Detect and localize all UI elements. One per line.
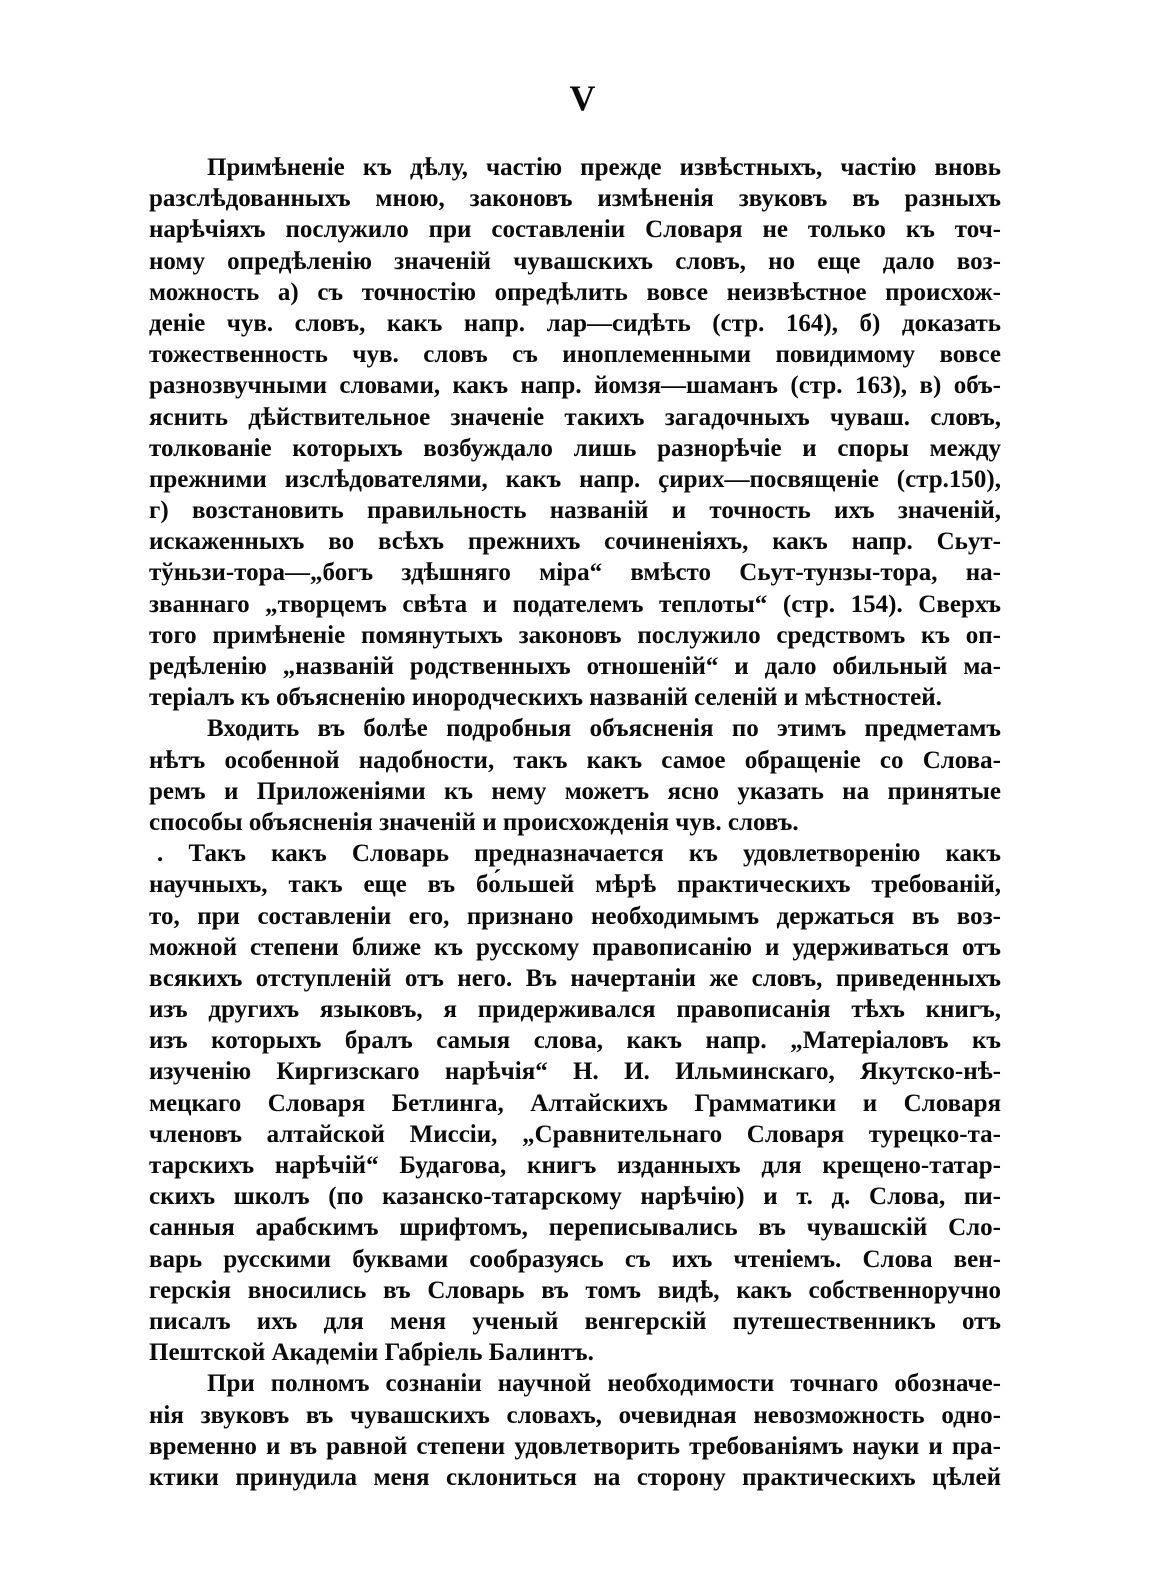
- text-line: того примѣненіе помянутыхъ законовъ послужило средствомъ къ оп-: [149, 621, 1001, 649]
- text-line: санныя арабскимъ шрифтомъ, переписывались въ чувашскій Сло-: [149, 1214, 1001, 1242]
- paragraph-4: [149, 1368, 1001, 1493]
- text-line: ремъ и Приложеніями къ нему можетъ ясно указать на принятые: [149, 777, 1001, 805]
- text-line: то, при составленіи его, признано необходимымъ держаться въ воз-: [149, 902, 1001, 930]
- text-line: герскія вносились въ Словарь въ томъ видѣ, какъ собственноручно: [149, 1276, 1001, 1304]
- text-line: ктики принудила меня склониться на сторону практическихъ цѣлей: [149, 1463, 1001, 1491]
- text-line: членовъ алтайской Миссіи, „Сравнительнаго Словаря турецко-та-: [149, 1120, 1001, 1148]
- text-line: тожественность чув. словъ съ иноплеменными повидимому вовсе: [149, 341, 1001, 369]
- text-line: нѣтъ особенной надобности, такъ какъ самое обращеніе со Слова-: [149, 746, 1001, 774]
- paragraph-3: [149, 838, 1001, 1368]
- text-line: тарскихъ нарѣчій“ Будагова, книгъ изданныхъ для крещено-татар-: [149, 1152, 1001, 1179]
- text-line: прежними изслѣдователями, какъ напр. ҫирих—посвященіе (стр.150),: [149, 465, 1001, 493]
- text-line: изученію Киргизскаго нарѣчія“ Н. И. Ильминскаго, Якутско-нѣ-: [149, 1058, 1001, 1086]
- text-line: редѣленію „названій родственныхъ отношеній“ и дало обильный ма-: [149, 653, 1001, 680]
- text-line: званнаго „творцемъ свѣта и подателемъ теплоты“ (стр. 154). Сверхъ: [149, 590, 1001, 618]
- text-line: Входить въ болѣе подробныя объясненія по этимъ предметамъ: [207, 715, 1001, 743]
- text-line: Примѣненіе къ дѣлу, частію прежде извѣстныхъ, частію вновь: [207, 154, 1001, 181]
- text-line: ному опредѣленію значеній чувашскихъ словъ, но еще дало воз-: [149, 247, 1001, 275]
- text-line: временно и въ равной степени удовлетворить требованіямъ науки и пра-: [149, 1432, 1001, 1460]
- text-line: писалъ ихъ для меня ученый венгерскій путешественникъ отъ: [149, 1307, 1001, 1335]
- text-line: разнозвучными словами, какъ напр. йомзя—шаманъ (стр. 163), в) объ-: [149, 372, 1001, 400]
- text-line: способы объясненія значеній и происхожденія чув. словъ.: [149, 808, 799, 836]
- text-line: теріалъ къ объясненію инородческихъ названій селеній и мѣстностей.: [149, 684, 942, 712]
- text-line: всякихъ отступленій отъ него. Въ начертаніи же словъ, приведенныхъ: [149, 964, 1001, 992]
- text-line: разслѣдованныхъ мною, законовъ измѣненія звуковъ въ разныхъ: [149, 185, 1001, 213]
- text-line: изъ другихъ языковъ, я придерживался правописанія тѣхъ книгъ,: [149, 996, 1001, 1024]
- text-line: можность а) съ точностію опредѣлить вовсе неизвѣстное происхож-: [149, 278, 1001, 306]
- text-line: нарѣчіяхъ послужило при составленіи Словаря не только къ точ-: [149, 216, 1001, 244]
- text-line: тўньзи-тора—„богъ здѣшняго міра“ вмѣсто Сьут-тунзы-тора, на-: [149, 559, 1001, 587]
- text-line: Пештской Академіи Габріель Балинтъ.: [149, 1339, 594, 1367]
- text-line: нія звуковъ въ чувашскихъ словахъ, очевидная невозможность одно-: [149, 1401, 1001, 1429]
- text-line: скихъ школъ (по казанско-татарскому нарѣчію) и т. д. Слова, пи-: [149, 1183, 1001, 1211]
- text-line: г) возстановить правильность названій и точность ихъ значеній,: [149, 497, 1001, 525]
- text-line: варь русскими буквами сообразуясь съ ихъ чтеніемъ. Слова вен-: [149, 1245, 1001, 1273]
- text-line: толкованіе которыхъ возбуждало лишь разнорѣчіе и споры между: [149, 434, 1001, 462]
- text-line: . Такъ какъ Словарь предназначается къ удовлетворенію какъ: [157, 840, 1001, 868]
- text-line: яснить дѣйствительное значеніе такихъ загадочныхъ чуваш. словъ,: [149, 403, 1001, 431]
- text-line: можной степени ближе къ русскому правописанію и удерживаться отъ: [149, 933, 1001, 961]
- text-line: При полномъ сознаніи научной необходимости точнаго обозначе-: [207, 1370, 1001, 1398]
- text-line: изъ которыхъ бралъ самыя слова, какъ напр. „Матеріаловъ къ: [149, 1027, 1001, 1055]
- text-line: мецкаго Словаря Бетлинга, Алтайскихъ Грамматики и Словаря: [149, 1089, 1001, 1117]
- page-number: V: [569, 78, 594, 118]
- paragraph-1: [149, 152, 1001, 713]
- paragraph-2: [149, 713, 1001, 838]
- text-line: искаженныхъ во всѣхъ прежнихъ сочиненіяхъ, какъ напр. Сьут-: [149, 528, 1001, 556]
- body-text: [149, 152, 1001, 1493]
- text-line: деніе чув. словъ, какъ напр. лар—сидѣть (стр. 164), б) доказать: [149, 309, 1001, 337]
- text-line: научныхъ, такъ еще въ бо́льшей мѣрѣ практическихъ требованій,: [149, 871, 1001, 899]
